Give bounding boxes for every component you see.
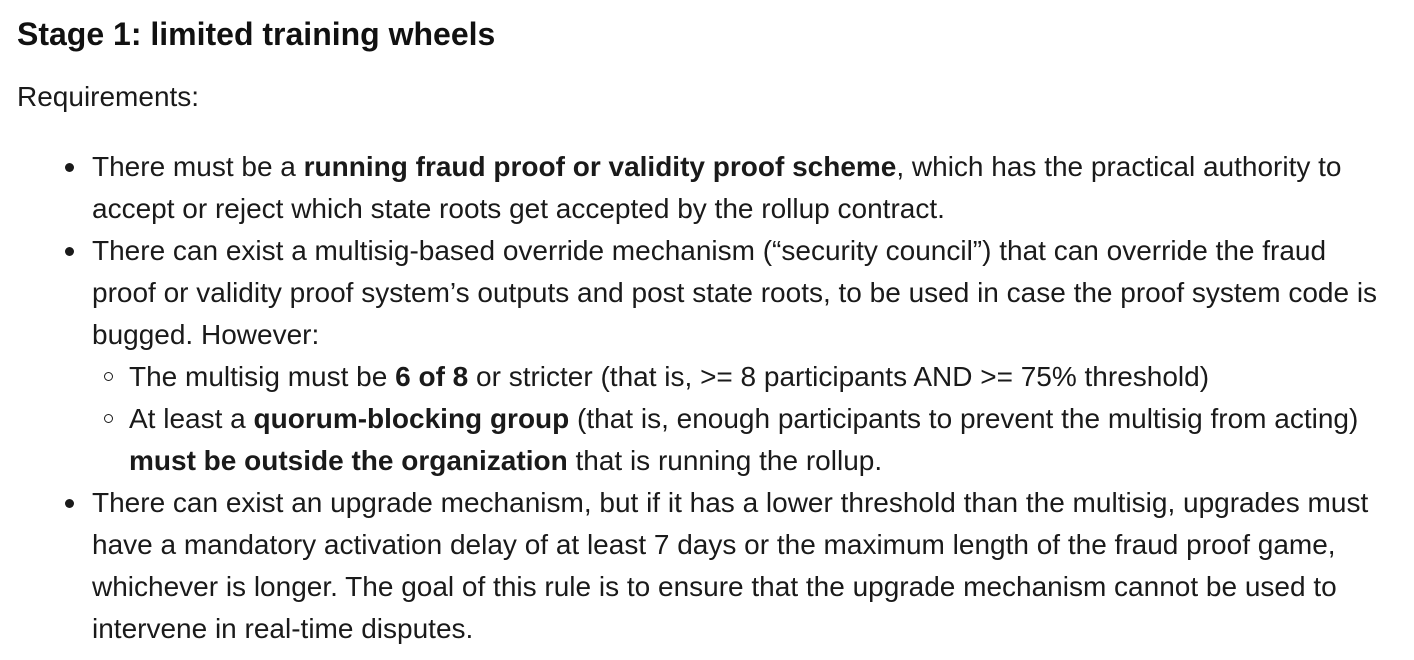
section-heading: Stage 1: limited training wheels [17, 16, 496, 52]
bullet-icon [65, 163, 74, 172]
sublist-item-quorum [92, 398, 1394, 482]
hollow-bullet-icon [104, 372, 113, 381]
item-text: that is running the rollup. [567, 445, 883, 476]
item-text: There must be a [92, 151, 304, 182]
item-text: (that is, enough participants to prevent the multisig from acting) [569, 403, 1359, 434]
bullet-icon [65, 247, 74, 256]
hollow-bullet-icon [104, 414, 113, 423]
requirements-label: Requirements: [17, 81, 200, 112]
list-item-security-council [0, 230, 1414, 482]
item-text: At least a [129, 403, 254, 434]
item-text: or stricter (that is, >= 8 participants AND >= 75% threshold) [468, 361, 1210, 392]
item-text: , which has the practical authority to accept or reject which state roots get accepted by the rollup contract. [92, 151, 1342, 224]
list-item-upgrade-mechanism [0, 482, 1414, 650]
item-bold-text: 6 of 8 [395, 361, 469, 392]
requirements-list [0, 146, 1414, 650]
list-item-proof-scheme [0, 146, 1414, 230]
item-bold-text: running fraud proof or validity proof scheme [303, 151, 897, 182]
sublist-item-threshold [92, 356, 1394, 398]
bullet-icon [65, 499, 74, 508]
item-text: There can exist a multisig-based override mechanism (“security council”) that can override the fraud proof or validity proof system’s outputs and post state roots, to be used in case the proof system code is bugged. However: [92, 235, 1378, 350]
item-text: There can exist an upgrade mechanism, but if it has a lower threshold than the multisig, upgrades must have a mandatory activation delay of at least 7 days or the maximum length of the fraud proof game, whichever is longer. The goal of this rule is to ensure that the upgrade mechanism cannot be used to intervene in real-time disputes. [92, 487, 1369, 644]
item-bold-text: must be outside the organization [129, 445, 568, 476]
security-council-sublist [92, 356, 1394, 482]
item-bold-text: quorum-blocking group [253, 403, 570, 434]
item-text: The multisig must be [129, 361, 396, 392]
